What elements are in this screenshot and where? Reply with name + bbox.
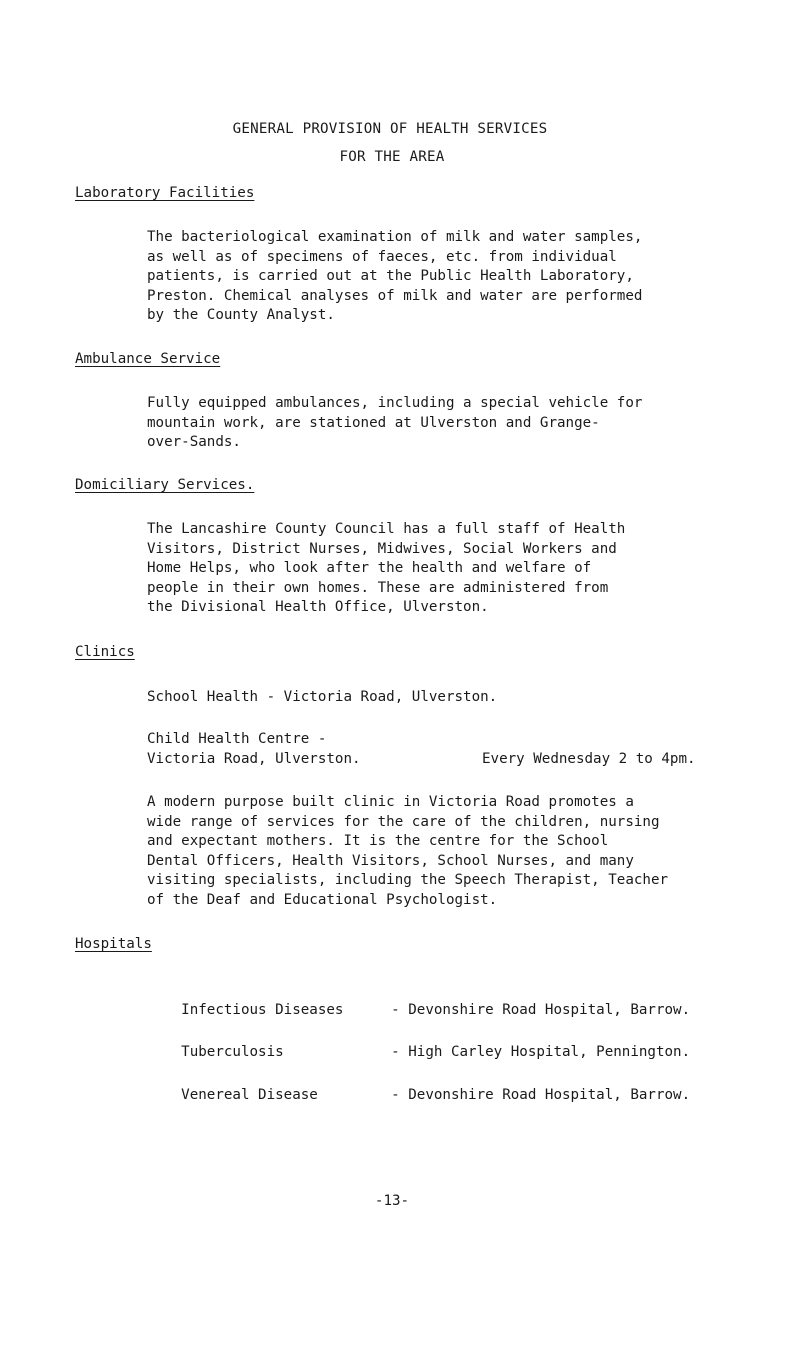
school-health-clinic: School Health - Victoria Road, Ulverston. xyxy=(147,689,498,705)
hospital-disease: Tuberculosis xyxy=(181,1043,284,1060)
child-health-centre: Child Health Centre - xyxy=(147,731,327,747)
laboratory-heading: Laboratory Facilities xyxy=(75,185,255,201)
clinics-heading: Clinics xyxy=(75,644,135,660)
hospitals-heading: Hospitals xyxy=(75,936,152,952)
laboratory-body: The bacteriological examination of milk and water samples, as well as of specimens of faeces, etc. from individual patients, is carried out at the Public Health Laboratory, Preston. Chemical analyses of milk and water are performed by the County Analyst. xyxy=(147,229,643,323)
child-health-times: Every Wednesday 2 to 4pm. xyxy=(482,751,696,767)
hospital-name: - Devonshire Road Hospital, Barrow. xyxy=(391,1001,691,1018)
hospital-name: - Devonshire Road Hospital, Barrow. xyxy=(391,1086,691,1103)
hospital-name: - High Carley Hospital, Pennington. xyxy=(391,1043,691,1060)
hospital-disease: Infectious Diseases xyxy=(181,1001,344,1018)
page-subtitle: FOR THE AREA xyxy=(339,149,445,165)
clinics-body: A modern purpose built clinic in Victoria Road promotes a wide range of services for the care of the children, nursing and expectant mothers. It is the centre for the School Dental Officers, Health Visitors, School Nurses, and many visiting specialists, including the Speech Therapist, Teacher of the Deaf and Educational Psychologist. xyxy=(147,794,669,908)
ambulance-heading: Ambulance Service xyxy=(75,351,221,367)
ambulance-body: Fully equipped ambulances, including a special vehicle for mountain work, are stationed at Ulverston and Grange- over-Sands. xyxy=(147,395,643,450)
page-title: GENERAL PROVISION OF HEALTH SERVICES xyxy=(232,121,548,137)
hospital-row xyxy=(147,1066,787,1125)
hospital-disease: Venereal Disease xyxy=(181,1086,318,1103)
domiciliary-heading: Domiciliary Services. xyxy=(75,477,255,493)
domiciliary-body: The Lancashire County Council has a full staff of Health Visitors, District Nurses, Midwives, Social Workers and Home Helps, who look after the health and welfare of people in their own homes. These are administered from the Divisional Health Office, Ulverston. xyxy=(147,521,626,615)
page-number: -13- xyxy=(374,1193,410,1209)
child-health-address: Victoria Road, Ulverston. xyxy=(147,751,361,767)
